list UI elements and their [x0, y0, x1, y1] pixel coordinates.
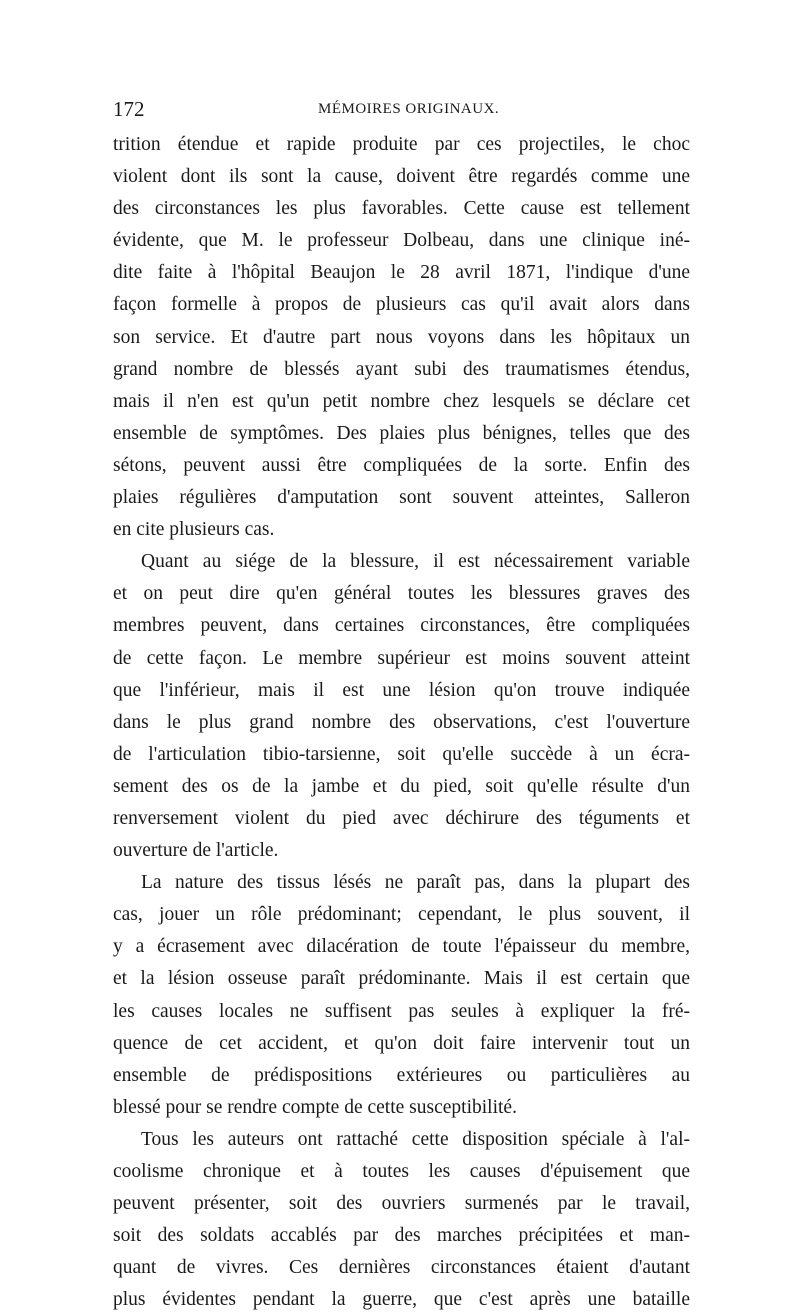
text-line: quence de cet accident, et qu'on doit faire intervenir tout un [113, 1032, 690, 1054]
text-line: de cette façon. Le membre supérieur est moins souvent atteint [113, 647, 690, 669]
text-line: membres peuvent, dans certaines circonstances, être compliquées [113, 615, 690, 637]
text-line: plaies régulières d'amputation sont souvent atteintes, Salleron [113, 487, 690, 509]
paragraph-end-line: ouverture de l'article. [113, 840, 279, 862]
text-line: quant de vivres. Ces dernières circonstances étaient d'autant [113, 1257, 690, 1279]
text-line: trition étendue et rapide produite par ces projectiles, le choc [113, 134, 690, 155]
text-line: dans le plus grand nombre des observations, c'est l'ouverture [113, 711, 690, 733]
text-line: soit des soldats accablés par des marches précipitées et man- [113, 1225, 690, 1247]
text-line: y a écrasement avec dilacération de toute l'épaisseur du membre, [113, 936, 690, 958]
text-line: plus évidentes pendant la guerre, que c'est après une bataille [113, 1289, 690, 1311]
text-line: ensemble de prédispositions extérieures ou particulières au [113, 1064, 690, 1086]
page-header [113, 94, 690, 124]
paragraph-first-line: Tous les auteurs ont rattaché cette disposition spéciale à l'al- [141, 1128, 690, 1150]
paragraph-end-line: en cite plusieurs cas. [113, 519, 275, 541]
text-line: dite faite à l'hôpital Beaujon le 28 avril 1871, l'indique d'une [113, 262, 690, 284]
text-line: sétons, peuvent aussi être compliquées de la sorte. Enfin des [113, 454, 690, 476]
text-line: ensemble de symptômes. Des plaies plus bénignes, telles que des [113, 422, 690, 444]
text-line: renversement violent du pied avec déchirure des téguments et [113, 807, 690, 829]
text-line: sement des os de la jambe et du pied, soit qu'elle résulte d'un [113, 775, 690, 797]
text-line: de l'articulation tibio-tarsienne, soit qu'elle succède à un écra- [113, 743, 690, 765]
running-head: MÉMOIRES ORIGINAUX. [318, 101, 500, 117]
text-line: que l'inférieur, mais il est une lésion qu'on trouve indiquée [113, 679, 690, 701]
text-line: les causes locales ne suffisent pas seules à expliquer la fré- [113, 1000, 690, 1022]
page-number: 172 [113, 97, 145, 121]
body-text [113, 129, 690, 1316]
paragraph-end-line: blessé pour se rendre compte de cette susceptibilité. [113, 1096, 517, 1118]
text-line: violent dont ils sont la cause, doivent être regardés comme une [113, 166, 690, 188]
text-line: coolisme chronique et à toutes les causes d'épuisement que [113, 1161, 690, 1182]
text-line: façon formelle à propos de plusieurs cas qu'il avait alors dans [113, 294, 690, 316]
paragraph-first-line: Quant au siége de la blessure, il est nécessairement variable [141, 551, 690, 573]
text-line: évidente, que M. le professeur Dolbeau, dans une clinique iné- [113, 230, 690, 252]
text-line: et on peut dire qu'en général toutes les blessures graves des [113, 583, 690, 605]
text-line: et la lésion osseuse paraît prédominante. Mais il est certain que [113, 968, 690, 990]
text-line: cas, jouer un rôle prédominant; cependant, le plus souvent, il [113, 904, 690, 926]
text-line: son service. Et d'autre part nous voyons dans les hôpitaux un [113, 326, 690, 348]
text-line: peuvent présenter, soit des ouvriers surmenés par le travail, [113, 1193, 690, 1215]
text-line: grand nombre de blessés ayant subi des traumatismes étendus, [113, 358, 690, 380]
paragraph-first-line: La nature des tissus lésés ne paraît pas, dans la plupart des [141, 872, 690, 894]
text-line: mais il n'en est qu'un petit nombre chez lesquels se déclare cet [113, 390, 690, 412]
text-line: des circonstances les plus favorables. Cette cause est tellement [113, 198, 690, 220]
